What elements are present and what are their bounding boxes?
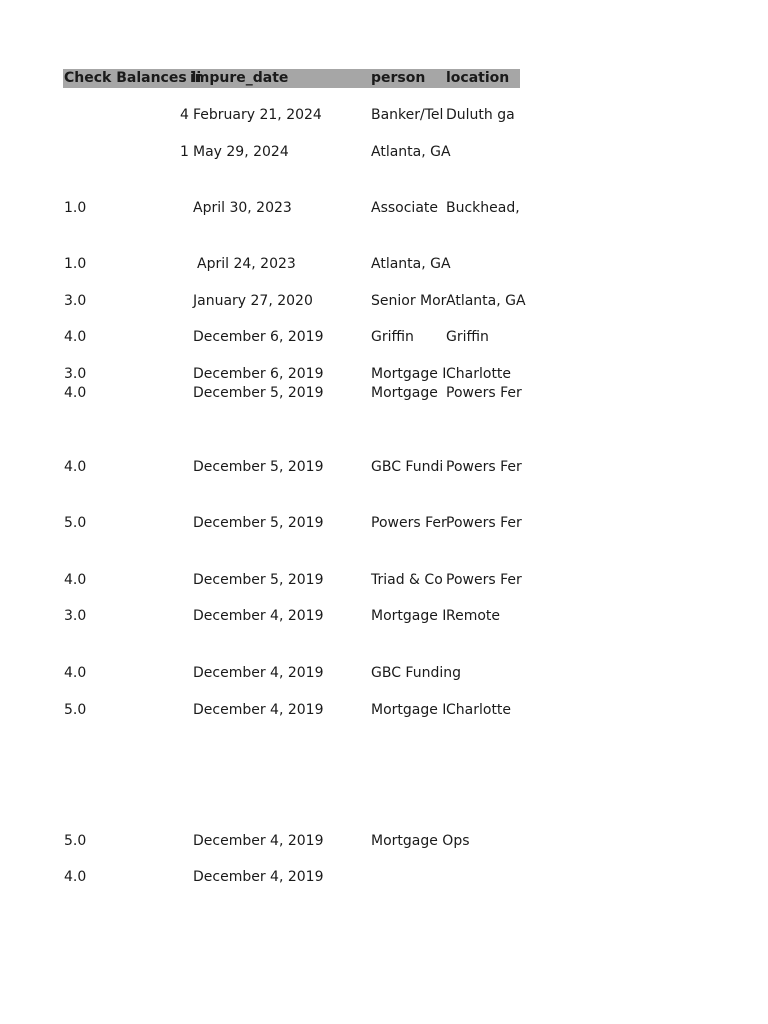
cell-location[interactable]: Duluth ga [446,107,515,123]
cell-location[interactable]: Powers Fer [446,459,522,475]
cell-person[interactable]: Griffin [371,329,414,345]
cell-person[interactable]: GBC Fundi [371,459,444,475]
cell-date[interactable]: December 6, 2019 [193,329,324,345]
cell-location[interactable] [446,832,520,850]
cell-check-balances[interactable]: 3.0 [64,293,87,309]
cell-check-balances[interactable]: 4.0 [64,329,87,345]
cell-check-balances[interactable]: 4.0 [64,869,87,885]
table-row [63,664,520,682]
cell-check-balances[interactable]: 4.0 [64,665,87,681]
cell-person[interactable]: GBC Funding [371,665,462,681]
cell-location[interactable]: Charlotte [446,366,512,382]
cell-location[interactable] [446,143,520,161]
cell-date[interactable]: December 5, 2019 [193,515,324,531]
cell-location[interactable]: Atlanta, GA [446,293,526,309]
cell-check-balances[interactable]: 3.0 [64,608,87,624]
cell-date[interactable]: April 24, 2023 [197,256,296,272]
header-row [63,69,520,88]
cell-date[interactable]: February 21, 2024 [193,107,322,123]
cell-person[interactable]: Mortgage I [371,608,447,624]
cell-location[interactable]: Remote [446,608,501,624]
cell-location[interactable]: Powers Fer [446,515,522,531]
cell-date[interactable]: January 27, 2020 [193,293,313,309]
table-row [63,458,520,476]
cell-check-balances[interactable] [64,106,187,124]
cell-check-balances[interactable]: 4.0 [64,459,87,475]
cell-person[interactable]: Banker/Tel [371,107,444,123]
cell-date[interactable]: December 4, 2019 [193,869,324,885]
table-row [63,571,520,589]
table-row [63,365,520,383]
table-row [63,832,520,850]
cell-check-balances[interactable] [64,143,187,161]
cell-person[interactable]: Mortgage [371,385,438,401]
table-row [63,868,520,886]
table-row [63,292,526,310]
cell-lead-digit[interactable]: 1 [180,144,189,160]
cell-location[interactable]: Griffin [446,329,489,345]
cell-check-balances[interactable]: 5.0 [64,833,87,849]
cell-person[interactable]: Atlanta, GA [371,144,451,160]
cell-location[interactable]: Powers Fer [446,572,522,588]
cell-date[interactable]: December 6, 2019 [193,366,324,382]
cell-location[interactable] [446,868,520,886]
cell-check-balances[interactable]: 3.0 [64,366,87,382]
table-row [63,701,520,719]
cell-check-balances[interactable]: 4.0 [64,385,87,401]
header-impure-date[interactable]: impure_date [190,70,289,86]
header-location[interactable]: location [446,70,510,86]
cell-location[interactable]: Powers Fer [446,385,522,401]
cell-date[interactable]: December 4, 2019 [193,702,324,718]
table-row [63,106,520,124]
cell-person[interactable]: Associate [371,200,438,216]
cell-date[interactable]: May 29, 2024 [193,144,289,160]
cell-date[interactable]: December 4, 2019 [193,608,324,624]
header-person[interactable]: person [371,70,426,86]
cell-location[interactable] [446,255,520,273]
cell-date[interactable]: April 30, 2023 [193,200,292,216]
cell-person[interactable]: Triad & Co [371,572,443,588]
cell-location[interactable]: Buckhead, [446,200,520,216]
cell-person[interactable]: Mortgage ⁠I [371,366,447,382]
cell-location[interactable] [446,664,520,682]
table-row [63,384,520,402]
cell-location[interactable]: Charlotte [446,702,512,718]
header-check-balances[interactable]: Check Balances li [64,70,202,86]
table-row [63,199,520,217]
cell-lead-digit[interactable]: 4 [180,107,189,123]
cell-person[interactable]: Mortgage I [371,702,447,718]
cell-person[interactable]: Powers Fer [371,515,447,531]
cell-date[interactable]: December 5, 2019 [193,459,324,475]
cell-person[interactable]: Mortgage Ops [371,833,470,849]
cell-person[interactable]: Atlanta, GA [371,256,451,272]
table-row [63,607,520,625]
cell-person[interactable] [371,868,443,886]
cell-check-balances[interactable]: 1.0 [64,256,87,272]
cell-person[interactable]: Senior Mor [371,293,447,309]
cell-check-balances[interactable]: 1.0 [64,200,87,216]
cell-date[interactable]: December 5, 2019 [193,385,324,401]
cell-check-balances[interactable]: 5.0 [64,515,87,531]
table-row [63,514,520,532]
cell-date[interactable]: December 5, 2019 [193,572,324,588]
table-row [63,255,520,273]
cell-check-balances[interactable]: 5.0 [64,702,87,718]
table-row [63,328,520,346]
cell-date[interactable]: December 4, 2019 [193,665,324,681]
cell-check-balances[interactable]: 4.0 [64,572,87,588]
cell-date[interactable]: December 4, 2019 [193,833,324,849]
table-row [63,143,520,161]
spreadsheet [63,69,526,969]
